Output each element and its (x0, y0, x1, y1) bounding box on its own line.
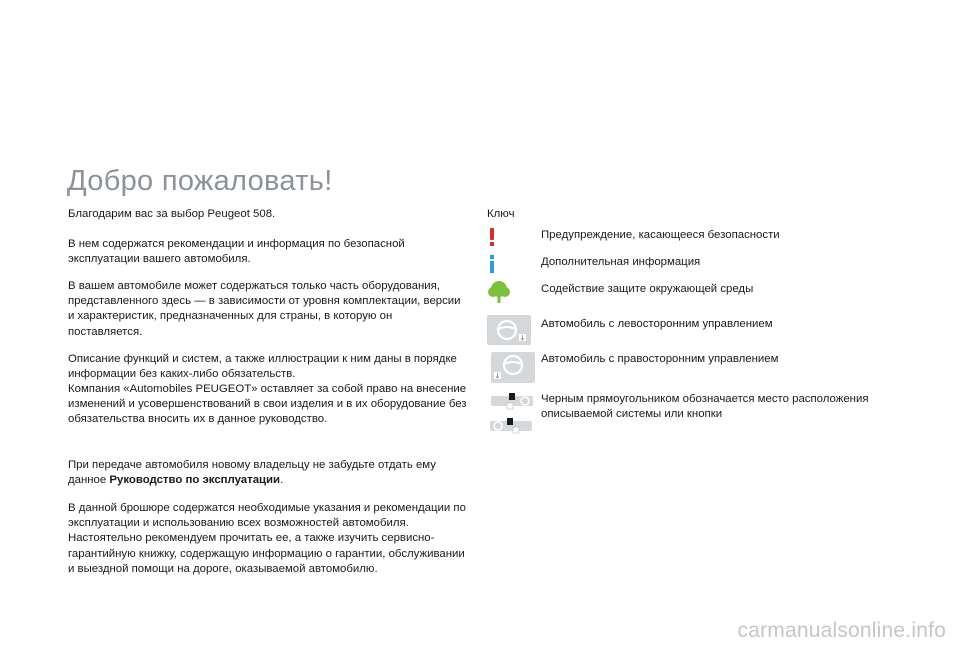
intro-paragraph-1: Благодарим вас за выбор Peugeot 508. (68, 208, 276, 220)
intro-paragraph-5-post: . (280, 474, 284, 487)
warning-icon (487, 226, 499, 248)
key-item-lhd-label: Автомобиль с левосторонним управлением (541, 318, 773, 330)
info-icon (487, 253, 499, 275)
intro-paragraph-5-pre: При передаче автомобиля новому владельцу не забудьте отдать ему данное (68, 459, 436, 487)
intro-paragraph-4b: Компания «Automobiles PEUGEOT» оставляет за собой право на внесение изменений и усовершенствований в свои изделия и в их оборудование без обязательства вносить их в данное руководство. (68, 383, 467, 426)
intro-paragraph-4a: Описание функций и систем, а также иллюстрации к ним даны в порядке информации без каких-либо обязательств. (68, 353, 457, 381)
key-item-info-label: Дополнительная информация (541, 256, 701, 268)
key-item-rhd-label: Автомобиль с правосторонним управлением (541, 353, 779, 365)
location-marker-icon (487, 391, 537, 435)
key-item-warning-label: Предупреждение, касающееся безопасности (541, 229, 780, 241)
intro-paragraph-5 (68, 458, 468, 488)
key-item-location-label: Черным прямоугольником обозначается место расположения описываемой системы или кнопки (541, 393, 869, 421)
intro-paragraph-2: В нем содержатся рекомендации и информация по безопасной эксплуатации вашего автомобиля. (68, 238, 405, 266)
right-hand-drive-icon (491, 352, 535, 383)
page-title: Добро пожаловать! (67, 165, 333, 197)
tree-icon (487, 280, 511, 304)
manual-title: Руководство по эксплуатации (109, 474, 281, 487)
key-item-environment-label: Содействие защите окружающей среды (541, 283, 754, 295)
intro-paragraph-3: В вашем автомобиле может содержаться только часть оборудования, представленного здесь — в зависимости от уровня комплектации, версии и характеристик, предназначенных для страны, в которую он поставляется. (68, 280, 461, 338)
intro-paragraph-6: В данной брошюре содержатся необходимые указания и рекомендации по эксплуатации и использованию всех возможностей автомобиля. Настоятельно рекомендуем прочитать ее, а также изучить сервисно-гарантийную книжку, содержащую информацию о гарантии, обслуживании и выездной помощи на дороге, оказываемой автомобилю. (68, 502, 466, 575)
key-title: Ключ (487, 208, 515, 220)
watermark: carmanualsonline.info (737, 619, 946, 642)
left-hand-drive-icon (487, 315, 531, 345)
